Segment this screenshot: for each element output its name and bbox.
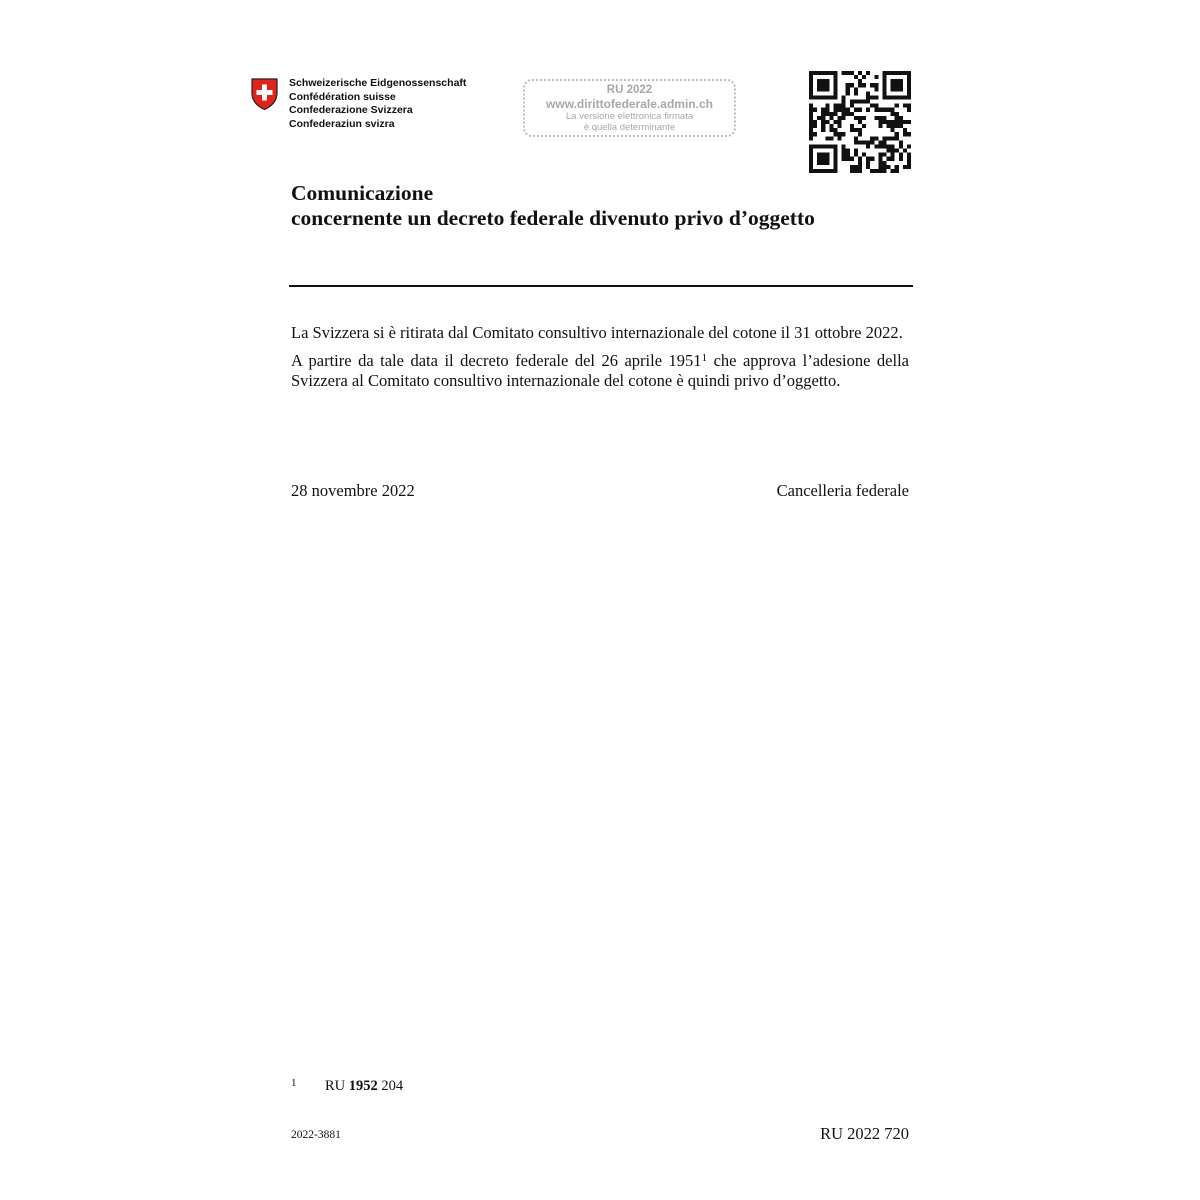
stamp-website[interactable]: www.dirittofederale.admin.ch [546,97,713,111]
body-paragraph-1: La Svizzera si è ritirata dal Comitato consultivo internazionale del cotone il 31 ottobre 2022. [291,323,903,342]
footnote-number: 1 [291,1077,297,1089]
confederation-logo [250,77,466,131]
confederation-name-rm: Confederaziun svizra [289,117,395,130]
signature-authority: Cancelleria federale [776,481,909,500]
page-reference: RU 2022 720 [820,1124,909,1143]
footnote-page: 204 [377,1078,404,1094]
document-title [291,181,931,231]
title-line-1: Comunicazione [291,181,434,205]
swiss-cross-shield-icon [250,77,279,111]
signature-date: 28 novembre 2022 [291,481,415,500]
confederation-name-de: Schweizerische Eidgenossenschaft [289,77,467,89]
para2-text-before: A partire da tale data il decreto federale del 26 aprile 1951 [291,351,702,370]
document-number: 2022-3881 [291,1129,341,1141]
confederation-name-fr: Confédération suisse [289,90,396,103]
footnote-year: 1952 [348,1078,378,1094]
footnote-prefix: RU [325,1078,349,1094]
body-paragraph-2 [291,351,909,391]
confederation-names [289,77,466,131]
footnote [291,1078,403,1095]
footnote-text [325,1078,403,1095]
title-divider [289,285,913,287]
para2-text-after: che approva l’adesione della Svizzera al Comitato consultivo internazionale del cotone è quindi privo d’oggetto. [291,351,909,390]
document-body [291,323,909,399]
qr-code-icon [809,71,911,173]
stamp-note-2: è quella determinante [583,122,676,133]
footnote-reference[interactable]: 1 [701,352,708,364]
signature-line [291,481,909,501]
stamp-note-1: La versione elettronica firmata [565,111,694,122]
stamp-collection: RU 2022 [606,84,653,96]
confederation-name-it: Confederazione Svizzera [289,104,413,116]
electronic-version-stamp [523,79,736,137]
title-line-2: concernente un decreto federale divenuto privo d’oggetto [291,206,815,230]
